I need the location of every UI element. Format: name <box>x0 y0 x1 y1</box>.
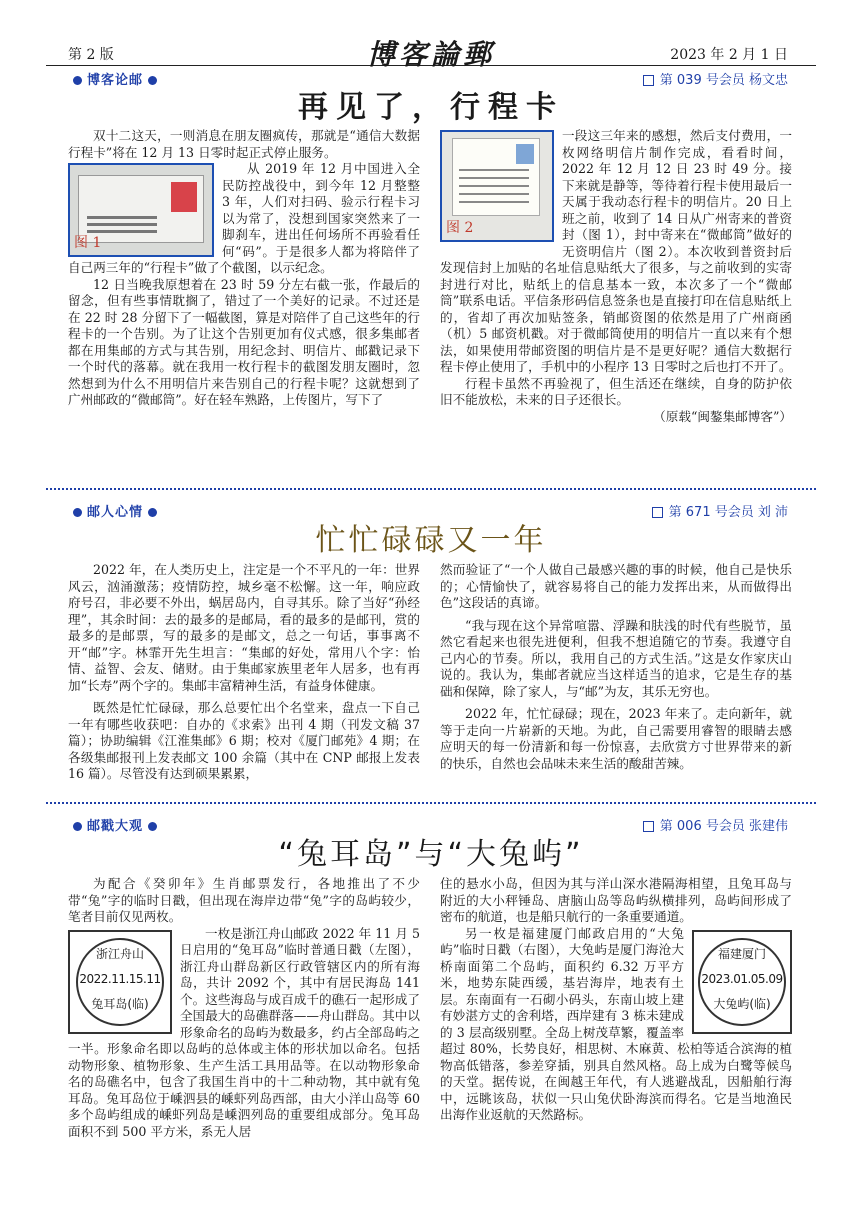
postmark-right-name: 大兔屿(临) <box>713 996 771 1011</box>
section1-header <box>46 66 816 88</box>
postcard-image <box>452 138 540 216</box>
section3-left-column <box>68 876 420 1140</box>
figure-2-label: 图 2 <box>446 219 474 236</box>
section1-member <box>643 69 788 88</box>
section2-label-text: 邮人心情 <box>87 505 144 520</box>
paragraph: 然而验证了“一个人做自己最感兴趣的事的时候，他自己是快乐的；心情愉快了，就容易将自己的能力发挥出来，从而做得出色”这段话的真谛。 <box>440 562 792 610</box>
paragraph: 住的悬水小岛，但因为其与洋山深水港隔海相望，且兔耳岛与附近的大小秤锤岛、唐脑山岛等岛屿纵横排列，岛屿间形成了密布的航道，也是船只航行的一条重要通道。 <box>440 876 792 924</box>
newspaper-page <box>46 35 816 1185</box>
section1-left-column <box>68 128 420 409</box>
section1-label <box>68 69 162 88</box>
section2-header <box>46 498 816 520</box>
section3-member <box>643 815 788 834</box>
section2-left-column <box>68 562 420 783</box>
section2-member <box>652 501 788 520</box>
postmark-right-place: 福建厦门 <box>717 946 766 961</box>
section3-label-text: 邮戳大观 <box>87 819 144 834</box>
bullet-dot-icon <box>148 822 157 831</box>
paragraph: 12 日当晚我原想着在 23 时 59 分左右截一张，作最后的留念，但有些事情耽搁了，错过了一个美好的记录。不过还是在 22 时 28 分留下了一幅截图，算是对陪伴了自己这些年的行程卡的一个告别。为了让这个告别更加有仪式感，很多集邮者都在用集邮的方式与其告别，用纪念封、明信片、邮戳记录下一个时代的落幕。就在我用一枚行程卡的截图发朋友圈时，忽然想到为什么不用明信片来告别自己的行程卡呢？这就想到了广州邮政的“微邮筒”。好在轻车熟路，上传图片，写下了 <box>68 276 420 407</box>
postmark-left <box>68 930 172 1034</box>
section1-body <box>46 128 816 488</box>
bullet-dot-icon <box>148 508 157 517</box>
section1-headline: 再见了，行程卡 <box>298 90 564 125</box>
section2-right-column <box>440 562 792 772</box>
figure-2-postcard <box>440 130 554 242</box>
postmark-left-name: 兔耳岛(临) <box>91 996 149 1011</box>
bullet-dot-icon <box>73 822 82 831</box>
paragraph: 从 2019 年 12 月中国进入全民防控战役中，到今年 12 月整整 3 年，人们对扫码、验示行程卡习以为常了，没想到国家突然来了一脚刹车，进出任何场所不再验看任何“码”。于是很多人都为将陪伴了自己两三年的“行程卡”做了个截图，以示纪念。 <box>68 161 420 275</box>
paragraph: 2022 年，在人类历史上，注定是一个不平凡的一年：世界风云，汹涌激荡；疫情防控，城乡毫不松懈。这一年，响应政府号召，非必要不外出，蜗居岛内，自寻其乐。除了当好“孙经理”，其余时间：去的最多的是邮局，看的最多的是邮刊，赏的最多的是邮票，写的最多的是邮文，总之一句话，事事离不开“邮”字。林霏开先生坦言：“集邮的好处，常用八个字：怡情、益智、会友、储财。由于集邮家族里老年人居多，也有再加“长寿”两个字的。集邮丰富精神生活，有益身体健康。 <box>68 562 420 693</box>
bullet-dot-icon <box>73 508 82 517</box>
envelope-image <box>78 175 204 243</box>
paragraph: 一枚是浙江舟山邮政 2022 年 11 月 5 日启用的“兔耳岛”临时普通日戳（左图），浙江舟山群岛新区行政管辖区内的所有海岛，共计 2092 个，其中有居民海岛 141 个。这些海岛与成百成千的礁石一起形成了全国最大的岛礁群落——舟山群岛。其中以形象命名的岛屿为数最多，约占全部岛屿之一半。形象命名即以岛屿的总体或主体的形状加以命名。包括动物形象、植物形象、生产生活工具用品等。在以动物形象命名的岛礁名中，包含了我国生肖中的十二种动物，其中就有兔耳岛。兔耳岛位于嵊泗县的嵊虾列岛西部，由大小洋山岛等 60 多个岛屿组成的嵊虾列岛是嵊泗列岛的重要组成部分。兔耳岛面积不到 500 平方米，系无人居 <box>68 925 420 1139</box>
section1-right-column <box>440 128 792 425</box>
postmark-right-date: 2023.01.05.09 <box>701 971 783 986</box>
figure-1-envelope <box>68 163 214 257</box>
section-divider <box>46 802 816 812</box>
paragraph: 既然是忙忙碌碌，那么总要忙出个名堂来，盘点一下自己一年有哪些收获吧：自办的《求索》出刊 4 期（刊发文稿 37 篇）；协助编辑《江淮集邮》6 期；校对《厦门邮苑》4 期；在各级集邮报刊上发表邮文 100 余篇（其中在 CNP 邮报上发表 16 篇）。尽管没有达到硕果累累， <box>68 700 420 781</box>
masthead <box>46 35 816 71</box>
section3-header <box>46 812 816 834</box>
section3-headline: “兔耳岛”与“大兔屿” <box>278 837 584 872</box>
section1-member-text: 第 039 号会员 杨文忠 <box>659 73 788 88</box>
member-box-icon <box>643 75 654 86</box>
section1-label-text: 博客论邮 <box>87 73 144 88</box>
bullet-dot-icon <box>73 76 82 85</box>
section2-member-text: 第 671 号会员 刘 沛 <box>668 505 788 520</box>
postmark-left-place: 浙江舟山 <box>95 946 144 961</box>
figure-1-label: 图 1 <box>74 234 102 251</box>
bullet-dot-icon <box>148 76 157 85</box>
paragraph <box>440 128 792 376</box>
paragraph-text: 一段这三年来的感想，然后支付费用，一枚网络明信片制作完成，看看时间，2022 年 12 月 12 日 23 时 49 分。接下来就是静等，等待着行程卡使用最后一天属于我动态行程卡的明信片。20 日上班之前，收到了 14 日从广州寄来的普资封（图 1），封中寄来在“微邮筒”做好的无资明信片（图 2）。本次收到普资封后发现信封上加贴的名址信息贴纸大了很多，与之前收到的实寄封进行对比，贴纸上的信息基本一致，本次多了一个“微邮筒”联系电话。平信条形码信息签条也是直接打印在信息贴纸上的，省却了再次加贴签条，销邮资图的依然是用了广州商函（机）5 邮资机戳。对于微邮筒使用的明信片一直以来有个想法，如果使用带邮资图的明信片是不是更好呢？通信大数据行程卡停止使用了，手机中的小程序 13 日零时之后也打不开了。 <box>440 128 792 374</box>
paragraph: 另一枚是福建厦门邮政启用的“大兔屿”临时日戳（右图），大兔屿是厦门海沧大桥南面第二个岛屿，面积约 6.32 万平方米，地势东陡西缓，基岩海岸，地表有土层。东南面有一石砌小码头，东南山坡上建有妙湛方丈的舍利塔，西岸建有 3 栋未建成的 3 层高级别墅。全岛上树茂草繁，覆盖率超过 80%，长势良好，相思树、木麻黄、松柏等适合滨海的植物高低错落，参差穿插，别具自然风格。岛上成为白鹭等候鸟的天堂。据传说，在闽越王年代，有人逃避战乱，因船舶行海中，远眺该岛，状似一只山兔伏卧海滨而得名。它是当地渔民出海作业返航的天然路标。 <box>440 925 792 1122</box>
newspaper-title: 博客論郵 <box>366 38 495 71</box>
paragraph: “我与现在这个异常喧嚣、浮躁和肤浅的时代有些脱节，虽然它看起来也很先进便利，但我不想追随它的节奏。我遵守自己内心的节奏。所以，我用自己的方式生活。”这是女作家庆山说的。我认为，集邮者就应当这样适当的追求，它是生存的基础和保障，除了家人，与“邮”为友，其乐无穷也。 <box>440 617 792 699</box>
section3-member-text: 第 006 号会员 张建伟 <box>659 819 788 834</box>
postmark-left-date: 2022.11.15.11 <box>79 971 161 986</box>
section2-body <box>46 562 816 802</box>
section2-headline: 忙忙碌碌又一年 <box>315 523 547 558</box>
member-box-icon <box>652 507 663 518</box>
paragraph: 2022 年，忙忙碌碌；现在，2023 年来了。走向新年，就等于走向一片崭新的天地。为此，自己需要用睿智的眼睛去感应明天的每一份清新和每一份惊喜，去欣赏方寸世界带来的新的快乐，自然也会品味未来生活的酸甜苦辣。 <box>440 706 792 771</box>
section3-body <box>46 876 816 1196</box>
section2-label <box>68 501 162 520</box>
section3-right-column <box>440 876 792 1124</box>
section3-label <box>68 815 162 834</box>
section-divider <box>46 488 816 498</box>
source-note: （原载“闽鏊集邮博客”） <box>653 408 792 424</box>
paragraph: 为配合《癸卯年》生肖邮票发行，各地推出了不少带“兔”字的临时日戳，但出现在海岸边带“兔”字的岛屿较少，笔者目前仅见两枚。 <box>68 876 420 924</box>
paragraph: 双十二这天，一则消息在朋友圈疯传，那就是“通信大数据行程卡”将在 12 月 13 日零时起正式停止服务。 <box>68 128 420 160</box>
paragraph: 行程卡虽然不再验视了，但生活还在继续，自身的防护依旧不能放松，未来的日子还很长。 <box>440 375 792 407</box>
postmark-right <box>692 930 792 1034</box>
edition-label: 第 2 版 <box>68 47 114 63</box>
issue-date: 2023 年 2 月 1 日 <box>670 47 788 63</box>
member-box-icon <box>643 821 654 832</box>
